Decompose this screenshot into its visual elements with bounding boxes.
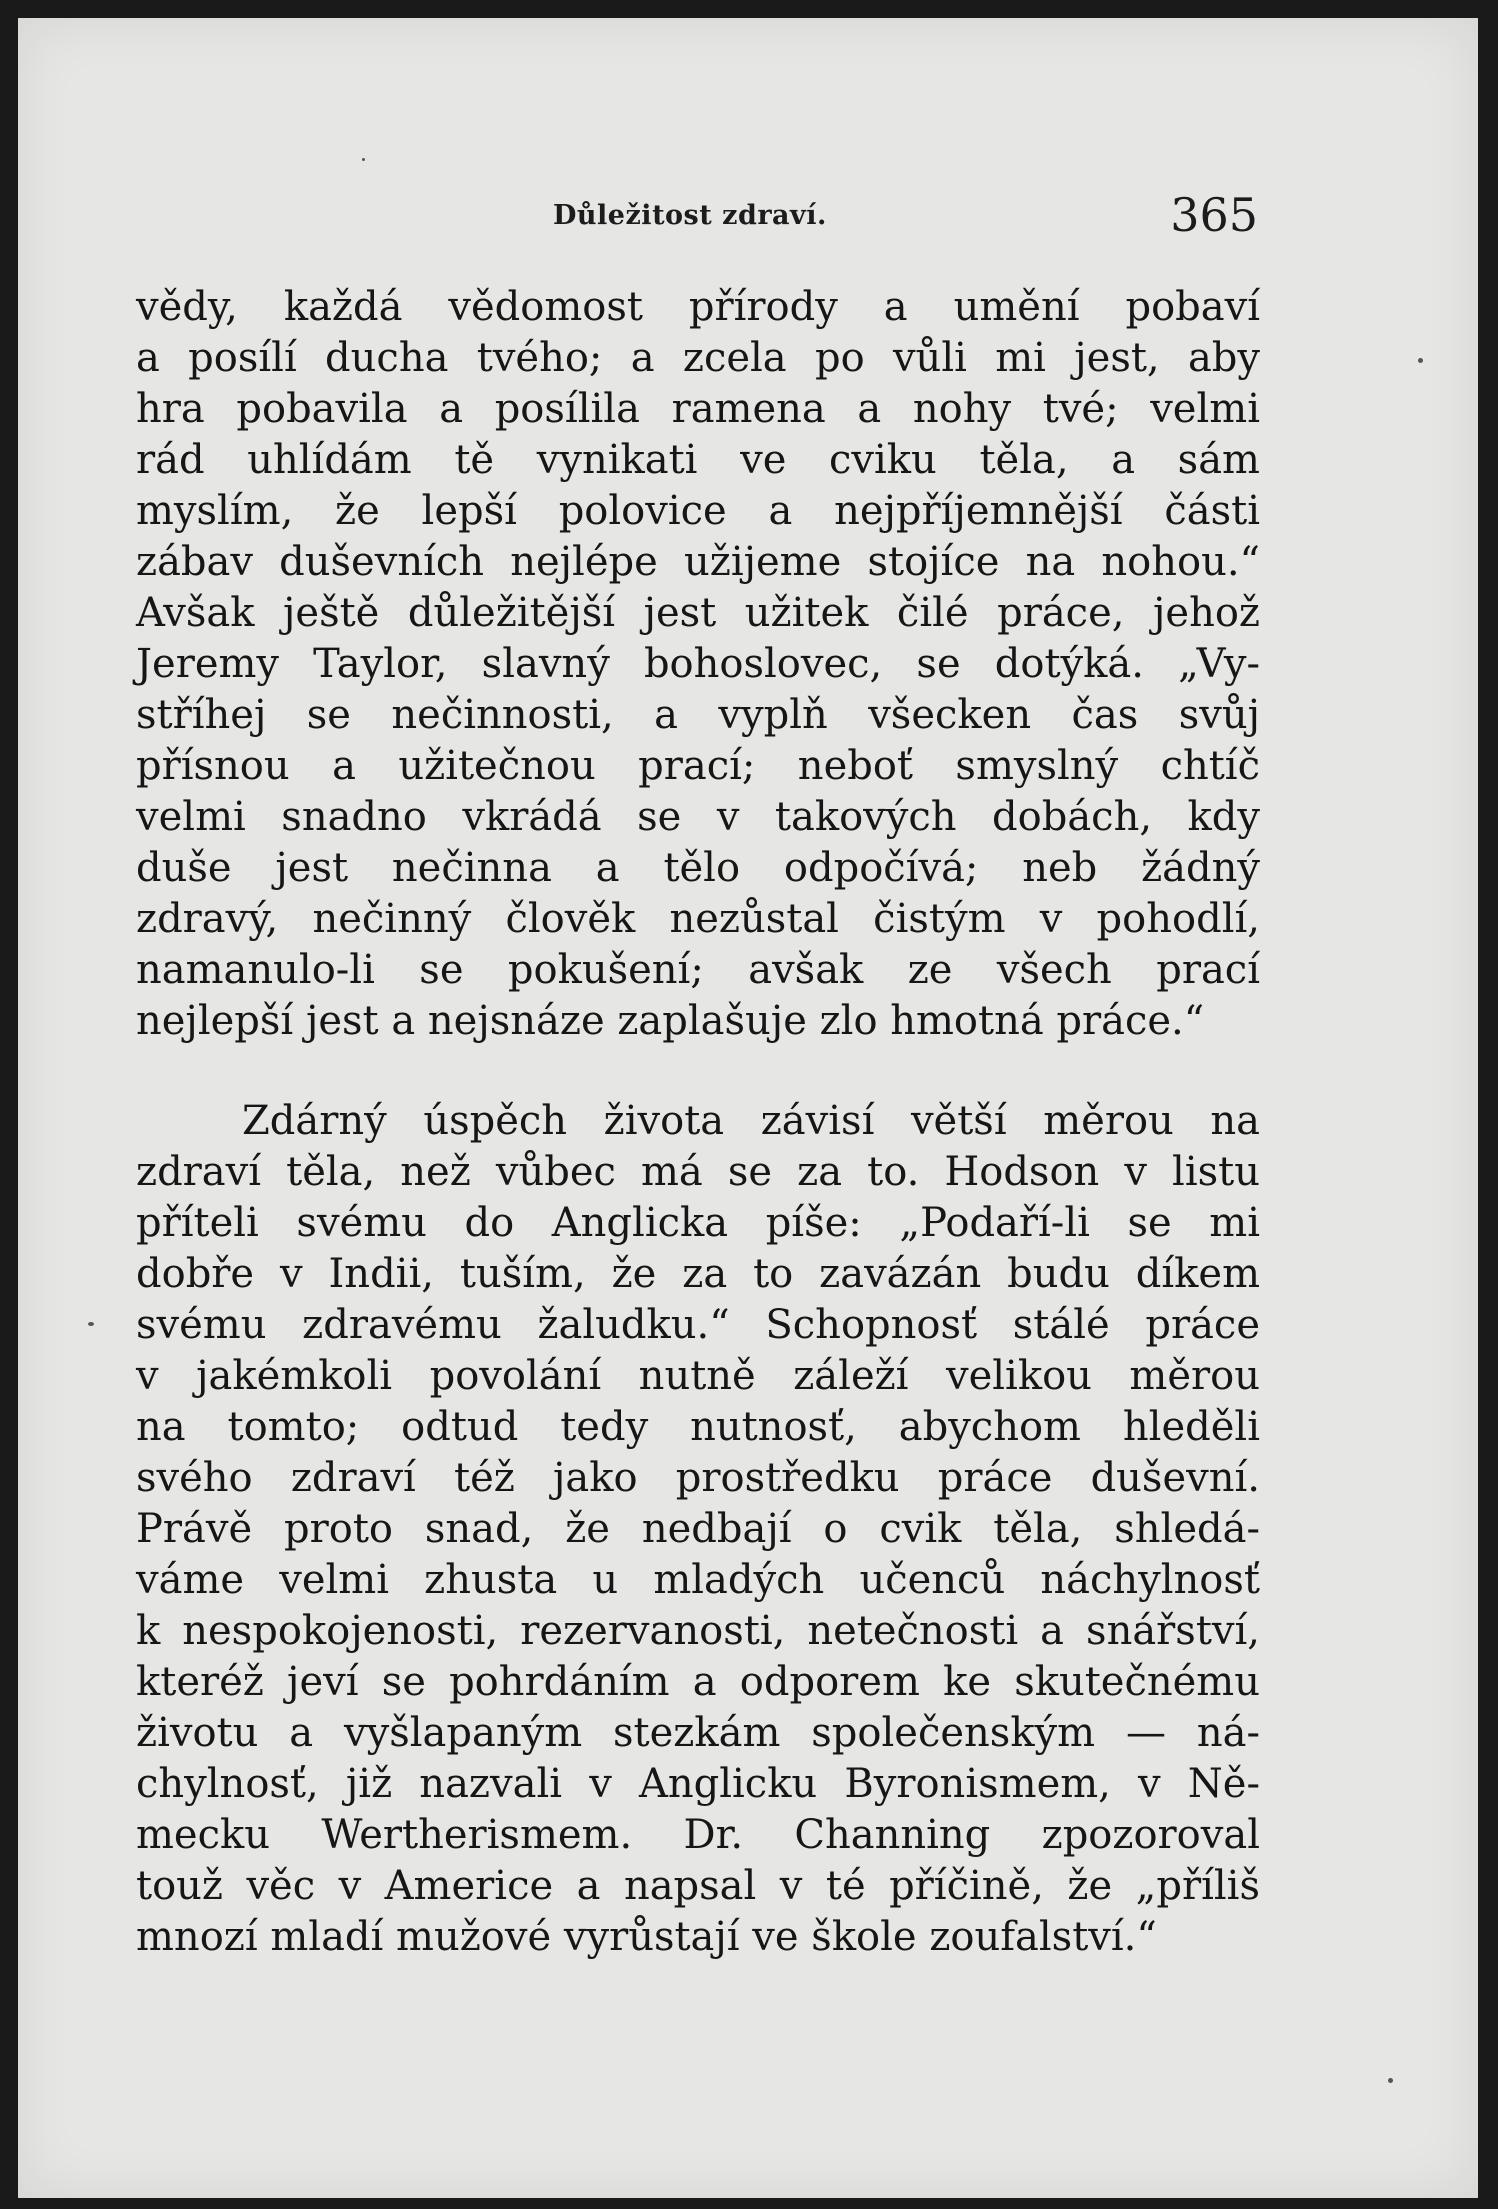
text-line: rád uhlídám tě vynikati ve cviku těla, a sám (136, 437, 1260, 483)
text-line: svého zdraví též jako prostředku práce duševní. (136, 1455, 1260, 1501)
text-line: namanulo-li se pokušení; avšak ze všech prací (136, 947, 1260, 993)
text-line: zdraví těla, než vůbec má se za to. Hodson v listu (136, 1149, 1260, 1195)
text-line: Avšak ještě důležitější jest užitek čilé práce, jehož (136, 590, 1260, 636)
text-line: váme velmi zhusta u mladých učenců náchylnosť (136, 1557, 1260, 1603)
running-title: Důležitost zdraví. (553, 200, 827, 231)
paragraph-2 (136, 1096, 1260, 1963)
paper-speck (88, 1322, 94, 1326)
text-line: příteli svému do Anglicka píše: „Podaří-li se mi (136, 1200, 1260, 1246)
text-line: na tomto; odtud tedy nutnosť, abychom hleděli (136, 1404, 1260, 1450)
text-line: a posílí ducha tvého; a zcela po vůli mi jest, aby (136, 335, 1260, 381)
paragraph-1 (136, 282, 1260, 1047)
text-line: Právě proto snad, že nedbají o cvik těla, shledá- (136, 1506, 1260, 1552)
text-line: chylnosť, již nazvali v Anglicku Byronismem, v Ně- (136, 1761, 1260, 1807)
text-line: Zdárný úspěch života závisí větší měrou na (242, 1098, 1260, 1144)
text-line: dobře v Indii, tuším, že za to zavázán budu díkem (136, 1251, 1260, 1297)
text-line: přísnou a užitečnou prací; neboť smyslný chtíč (136, 743, 1260, 789)
text-line: hra pobavila a posílila ramena a nohy tvé; velmi (136, 386, 1260, 432)
text-line: zdravý, nečinný člověk nezůstal čistým v pohodlí, (136, 896, 1260, 942)
text-line: velmi snadno vkrádá se v takových dobách, kdy (136, 794, 1260, 840)
text-line: mnozí mladí mužové vyrůstají ve škole zoufalství.“ (136, 1914, 1157, 1960)
page-header (138, 188, 1258, 248)
text-line: nejlepší jest a nejsnáze zaplašuje zlo hmotná práce.“ (136, 998, 1205, 1044)
paper-speck (362, 158, 365, 161)
text-line: vědy, každá vědomost přírody a umění pobaví (136, 284, 1260, 330)
text-line: životu a vyšlapaným stezkám společenským — ná- (136, 1710, 1260, 1756)
text-line: kteréž jeví se pohrdáním a odporem ke skutečnému (136, 1659, 1260, 1705)
text-line: svému zdravému žaludku.“ Schopnosť stálé práce (136, 1302, 1260, 1348)
text-line: mecku Wertherismem. Dr. Channing zpozoroval (136, 1812, 1260, 1858)
text-line: touž věc v Americe a napsal v té příčině, že „příliš (136, 1863, 1260, 1909)
text-line: stříhej se nečinnosti, a vyplň všecken čas svůj (136, 692, 1260, 738)
text-line: v jakémkoli povolání nutně záleží velikou měrou (136, 1353, 1260, 1399)
text-line: k nespokojenosti, rezervanosti, netečnosti a snářství, (136, 1608, 1260, 1654)
page-number: 365 (1170, 188, 1258, 242)
text-line: zábav duševních nejlépe užijeme stojíce na nohou.“ (136, 539, 1260, 585)
paper-speck (1388, 2078, 1393, 2083)
text-line: myslím, že lepší polovice a nejpříjemnější části (136, 488, 1260, 534)
text-line: duše jest nečinna a tělo odpočívá; neb žádný (136, 845, 1260, 891)
text-line: Jeremy Taylor, slavný bohoslovec, se dotýká. „Vy- (136, 641, 1260, 687)
paper-speck (1418, 358, 1423, 363)
